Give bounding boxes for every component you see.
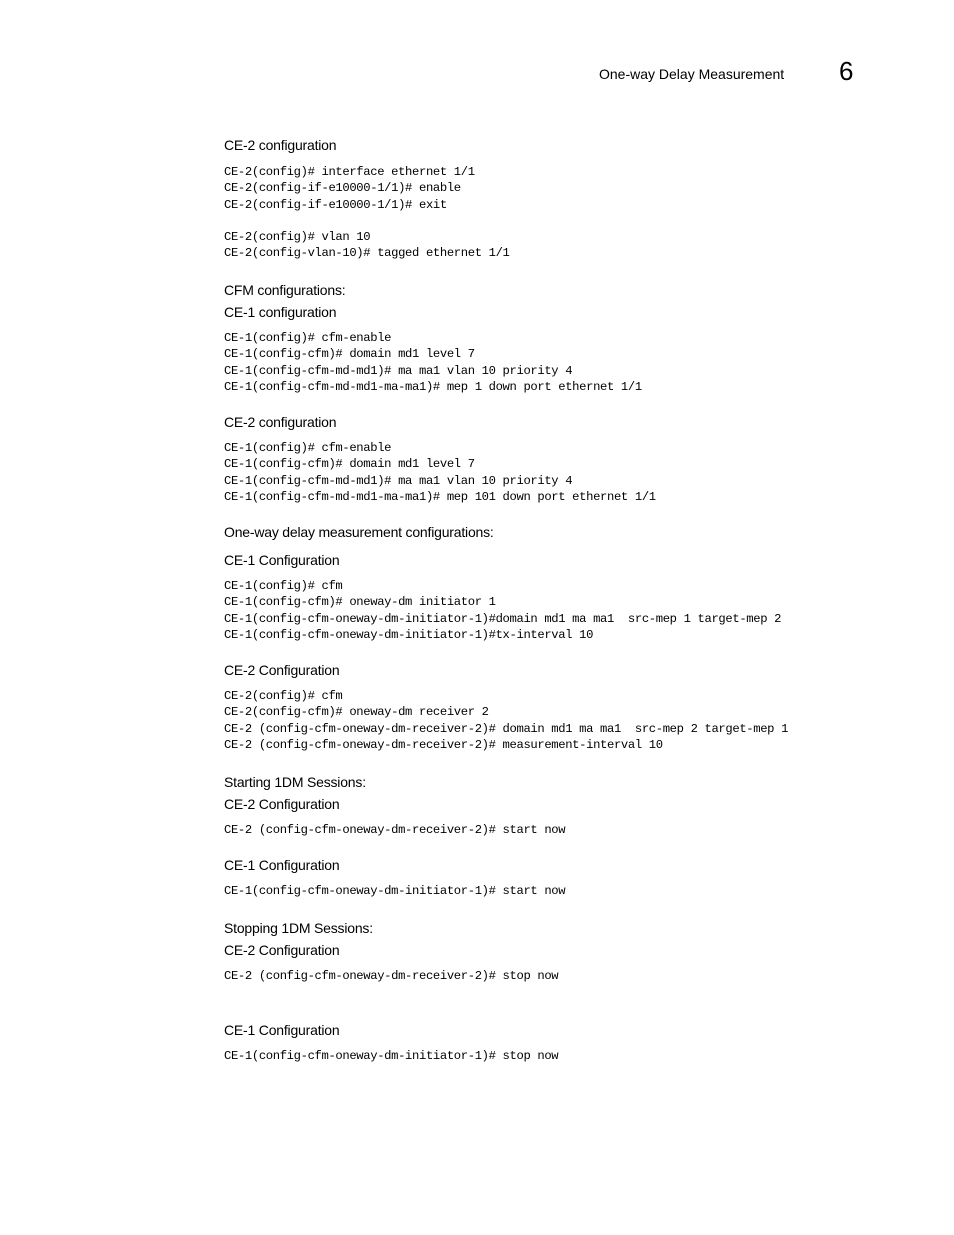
section-heading: CE-1 configuration — [224, 304, 337, 320]
code-block — [224, 578, 781, 643]
chapter-number: 6 — [839, 56, 854, 86]
code-line: CE-2(config)# vlan 10 — [224, 230, 371, 245]
code-line: CE-2(config-vlan-10)# tagged ethernet 1/1 — [224, 246, 510, 261]
code-block — [224, 440, 656, 505]
code-line: CE-1(config-cfm-md-md1-ma-ma1)# mep 1 down port ethernet 1/1 — [224, 379, 642, 394]
code-line: CE-1(config-cfm)# domain md1 level 7 — [224, 457, 475, 472]
code-line: CE-2(config-if-e10000-1/1)# exit — [224, 197, 447, 212]
section-heading: CE-2 configuration — [224, 414, 337, 430]
code-block — [224, 883, 565, 899]
code-line: CE-2(config-if-e10000-1/1)# enable — [224, 181, 461, 196]
code-line: CE-2 (config-cfm-oneway-dm-receiver-2)# stop now — [224, 969, 559, 983]
code-block — [224, 688, 788, 753]
code-line: CE-1(config-cfm-md-md1-ma-ma1)# mep 101 down port ethernet 1/1 — [224, 489, 656, 504]
section-heading: CE-2 configuration — [224, 137, 337, 153]
code-block — [224, 1048, 558, 1064]
section-heading: CE-2 Configuration — [224, 942, 340, 958]
section-heading: One-way delay measurement configurations: — [224, 524, 494, 540]
code-line: CE-1(config-cfm-md-md1)# ma ma1 vlan 10 priority 4 — [224, 363, 573, 378]
code-block — [224, 164, 510, 262]
code-line: CE-2 (config-cfm-oneway-dm-receiver-2)# measurement-interval 10 — [224, 737, 663, 752]
code-block — [224, 968, 558, 984]
code-line: CE-2(config)# cfm — [224, 689, 343, 703]
section-heading: CE-1 Configuration — [224, 857, 340, 873]
code-line: CE-1(config)# cfm-enable — [224, 441, 392, 455]
code-line: CE-2(config-cfm)# oneway-dm receiver 2 — [224, 705, 489, 720]
code-line: CE-2 (config-cfm-oneway-dm-receiver-2)# domain md1 ma ma1 src-mep 2 target-mep 1 — [224, 721, 789, 736]
running-title: One-way Delay Measurement — [599, 66, 785, 82]
code-line: CE-2 (config-cfm-oneway-dm-receiver-2)# start now — [224, 823, 566, 837]
code-line: CE-1(config-cfm-oneway-dm-initiator-1)# stop now — [224, 1049, 559, 1063]
code-line: CE-1(config-cfm-oneway-dm-initiator-1)# start now — [224, 884, 566, 898]
code-line: CE-2(config)# interface ethernet 1/1 — [224, 165, 475, 179]
code-line: CE-1(config-cfm-oneway-dm-initiator-1)#tx-interval 10 — [224, 627, 594, 642]
code-line: CE-1(config-cfm-oneway-dm-initiator-1)#domain md1 ma ma1 src-mep 1 target-mep 2 — [224, 611, 782, 626]
section-heading: CE-2 Configuration — [224, 662, 340, 678]
section-heading: Starting 1DM Sessions: — [224, 774, 366, 790]
code-line: CE-1(config-cfm-md-md1)# ma ma1 vlan 10 priority 4 — [224, 473, 573, 488]
section-heading: CFM configurations: — [224, 282, 346, 298]
code-line-blank — [224, 213, 510, 229]
code-block — [224, 822, 565, 838]
section-heading: CE-1 Configuration — [224, 1022, 340, 1038]
section-heading: CE-2 Configuration — [224, 796, 340, 812]
section-heading: Stopping 1DM Sessions: — [224, 920, 373, 936]
code-line: CE-1(config)# cfm — [224, 579, 343, 593]
code-line: CE-1(config-cfm)# oneway-dm initiator 1 — [224, 595, 496, 610]
code-line: CE-1(config)# cfm-enable — [224, 331, 392, 345]
section-heading: CE-1 Configuration — [224, 552, 340, 568]
code-line: CE-1(config-cfm)# domain md1 level 7 — [224, 347, 475, 362]
code-block — [224, 330, 642, 395]
